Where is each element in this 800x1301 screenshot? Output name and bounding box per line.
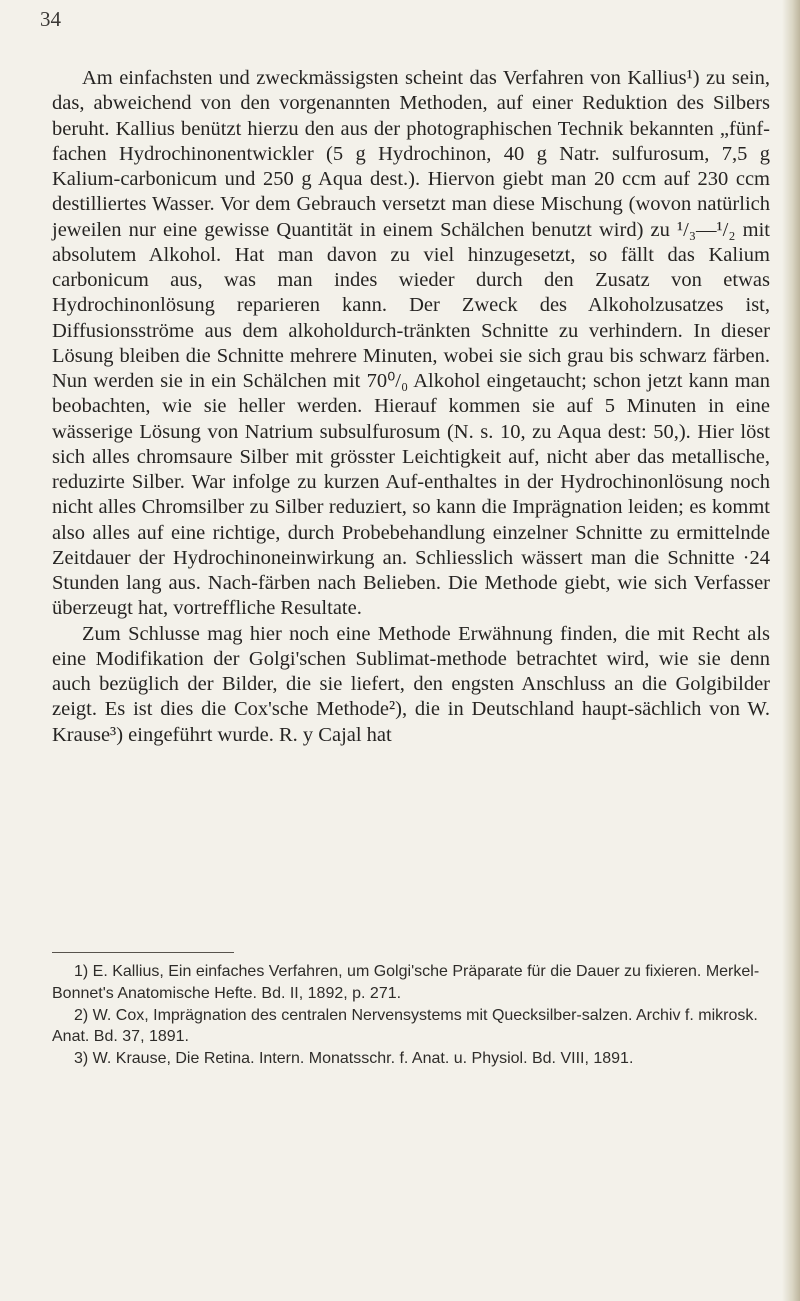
- footnote-1: 1) E. Kallius, Ein einfaches Verfahren, um Golgi'sche Präparate für die Dauer zu fixieren. Merkel-Bonnet's Anatomische Hefte. Bd. II, 1892, p. 271.: [52, 963, 760, 1002]
- page-edge-shadow: [782, 0, 800, 1301]
- footnote-divider: [52, 952, 234, 953]
- footnote-2: 2) W. Cox, Imprägnation des centralen Nervensystems mit Quecksilber-salzen. Archiv f. mikrosk. Anat. Bd. 37, 1891.: [52, 1006, 758, 1045]
- paragraph-cox-method: Zum Schlusse mag hier noch eine Methode Erwähnung finden, die mit Recht als eine Modifikation der Golgi'schen Sublimat-methode betrachtet wird, wie sie denn auch bezüglich der Bilder, die sie liefert, den engsten Anschluss an die Golgibilder zeigt. Es ist dies die Cox'sche Methode²), die in Deutschland haupt-sächlich von W. Krause³) eingeführt wurde. R. y Cajal hat: [52, 622, 770, 746]
- page-number: 34: [40, 7, 61, 31]
- footnotes: [52, 961, 770, 1070]
- footnote-3: 3) W. Krause, Die Retina. Intern. Monatsschr. f. Anat. u. Physiol. Bd. VIII, 1891.: [74, 1050, 634, 1067]
- paragraph-kallius-method: Am einfachsten und zweckmässigsten scheint das Verfahren von Kallius¹) zu sein, das, abweichend von den vorgenannten Methoden, auf einer Reduktion des Silbers beruht. Kallius benützt hierzu den aus der photographischen Technik bekannten „fünf-fachen Hydrochinonentwickler (5 g Hydrochinon, 40 g Natr. sulfurosum, 7,5 g Kalium-carbonicum und 250 g Aqua dest.). Hiervon giebt man 20 ccm auf 230 ccm destilliertes Wasser. Vor dem Gebrauch versetzt man diese Mischung (wovon natürlich jeweilen nur eine gewisse Quantität in einem Schälchen benutzt wird) zu ¹/₃—¹/₂ mit absolutem Alkohol. Hat man davon zu viel hinzugesetzt, so fällt das Kalium carbonicum aus, was man indes wieder durch den Zusatz von etwas Hydrochinonlösung reparieren kann. Der Zweck des Alkoholzusatzes ist, Diffusionsströme aus dem alkoholdurch-tränkten Schnitte zu verhindern. In dieser Lösung bleiben die Schnitte mehrere Minuten, wobei sie sich grau bis schwarz färben. Nun werden sie in ein Schälchen mit 70⁰/₀ Alkohol eingetaucht; schon jetzt kann man beobachten, wie sie heller werden. Hierauf kommen sie auf 5 Minuten in eine wässerige Lösung von Natrium subsulfurosum (N. s. 10, zu Aqua dest: 50,). Hier löst sich alles chromsaure Silber mit grösster Leichtigkeit auf, nicht aber das metallische, reduzirte Silber. War infolge zu kurzen Auf-enthaltes in der Hydrochinonlösung noch nicht alles Chromsilber zu Silber reduziert, so kann die Imprägnation leiden; es kommt also alles auf eine richtige, durch Probebehandlung einzelner Schnitte zu ermittelnde Zeitdauer der Hydrochinoneinwirkung an. Schliesslich wässert man die Schnitte ·24 Stunden lang aus. Nach-färben nach Belieben. Die Methode giebt, wie sich Verfasser überzeugt hat, vortreffliche Resultate.: [52, 67, 770, 620]
- body-text: [52, 66, 770, 748]
